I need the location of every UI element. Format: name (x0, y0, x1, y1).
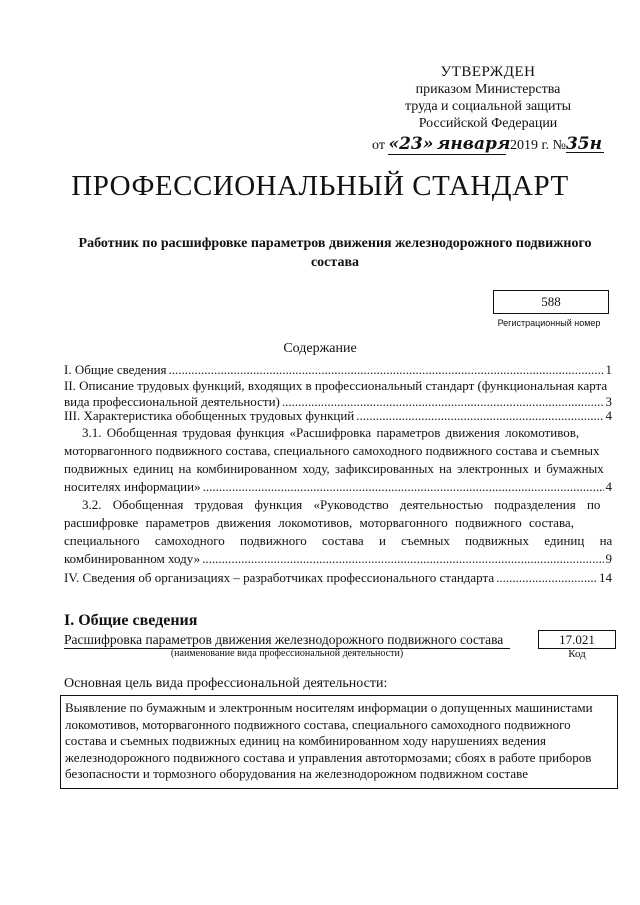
order-number: 35н (565, 134, 603, 154)
toc-leader (169, 362, 604, 378)
toc-entry-text-line: 3.1. Обобщенная трудовая функция «Расшифровка параметров движения локомотивов, (82, 425, 580, 440)
toc-leader (356, 408, 603, 424)
standard-name: Работник по расшифровке параметров движения железнодорожного подвижного состава (78, 236, 592, 270)
toc-entry[interactable] (64, 362, 612, 378)
order-year: 2019 г. № (509, 138, 566, 153)
toc-entry-text: вида профессиональной деятельности) (64, 394, 280, 409)
toc-entry-text: I. Общие сведения (64, 362, 167, 377)
order-date (388, 134, 511, 155)
page-title: ПРОФЕССИОНАЛЬНЫЙ СТАНДАРТ (71, 170, 569, 202)
section-heading: I. Общие сведения (64, 612, 198, 629)
goal-line: состава и съемных подвижных единиц на комбинированном ходу нарушениях ведения (65, 733, 546, 748)
order-date-day: «23» (388, 134, 434, 154)
approval-line: УТВЕРЖДЕН (440, 64, 536, 80)
toc-entry-text: III. Характеристика обобщенных трудовых функций (64, 408, 355, 423)
toc-entry[interactable] (64, 408, 612, 424)
toc-page-number: 3 (605, 394, 612, 409)
activity-code-box: 17.021 (538, 630, 616, 649)
toc-entry-text-line: подвижных единиц на комбинированном ходу, зафиксированных на электронных и бумажных (64, 461, 604, 476)
toc-page-number: 9 (605, 551, 612, 566)
toc-entry-text-line: 3.2. Обобщенная трудовая функция «Руководство деятельностью подразделения по (82, 497, 601, 512)
goal-label: Основная цель вида профессиональной деятельности: (64, 676, 388, 691)
toc-entry-text-line: специального самоходного подвижного состава и съемных подвижных единиц на (64, 533, 613, 548)
toc-title: Содержание (283, 341, 357, 356)
goal-line: железнодорожного подвижного состава и управления автотормозами; сбоях в работе приборов (65, 749, 592, 765)
order-prefix: от (372, 138, 385, 153)
toc-page-number: 14 (599, 570, 612, 585)
approval-line: приказом Министерства (415, 82, 561, 97)
approval-block (378, 64, 598, 132)
toc-entry[interactable] (64, 496, 612, 568)
order-line (372, 136, 632, 155)
activity-caption: (наименование вида профессиональной деятельности) (170, 648, 404, 659)
code-caption: Код (568, 648, 586, 660)
toc-entry[interactable] (64, 378, 612, 410)
toc-entry-text: комбинированном ходу» (64, 551, 201, 566)
toc-page-number: 4 (605, 479, 612, 494)
toc-entry-text-line: II. Описание трудовых функций, входящих в профессиональный стандарт (функциональная карта (64, 378, 608, 393)
toc-leader (203, 478, 604, 496)
toc-entry[interactable] (64, 570, 612, 586)
toc-leader (496, 570, 597, 586)
toc-entry-text-line: моторвагонного подвижного состава, специального самоходного подвижного состава и съемных (64, 443, 600, 458)
toc-page-number: 1 (605, 362, 612, 377)
goal-box (60, 695, 618, 789)
goal-line: Выявление по бумажным и электронным носителям информации о допущенных машинистами (65, 700, 593, 715)
order-date-month: января (436, 134, 511, 154)
toc-entry-text: носителях информации» (64, 479, 201, 494)
registration-number-box: 588 (493, 290, 609, 314)
toc-entry-text: IV. Сведения об организациях – разработчиках профессионального стандарта (64, 570, 495, 585)
activity-name: Расшифровка параметров движения железнодорожного подвижного состава (64, 632, 510, 649)
toc-page-number: 4 (605, 408, 612, 423)
goal-line: локомотивов, моторвагонного подвижного состава, специального самоходного подвижного (65, 716, 571, 732)
goal-line: безопасности и тормозного оборудования на железнодорожном подвижном составе (65, 766, 528, 781)
approval-line: Российской Федерации (418, 116, 558, 131)
registration-number-label: Регистрационный номер (497, 318, 601, 328)
toc-leader (202, 550, 603, 568)
toc-entry-text-line: расшифровке параметров движения локомотивов, моторвагонного подвижного состава, (64, 515, 574, 530)
approval-line: труда и социальной защиты (405, 99, 571, 114)
toc-entry[interactable] (64, 424, 612, 496)
